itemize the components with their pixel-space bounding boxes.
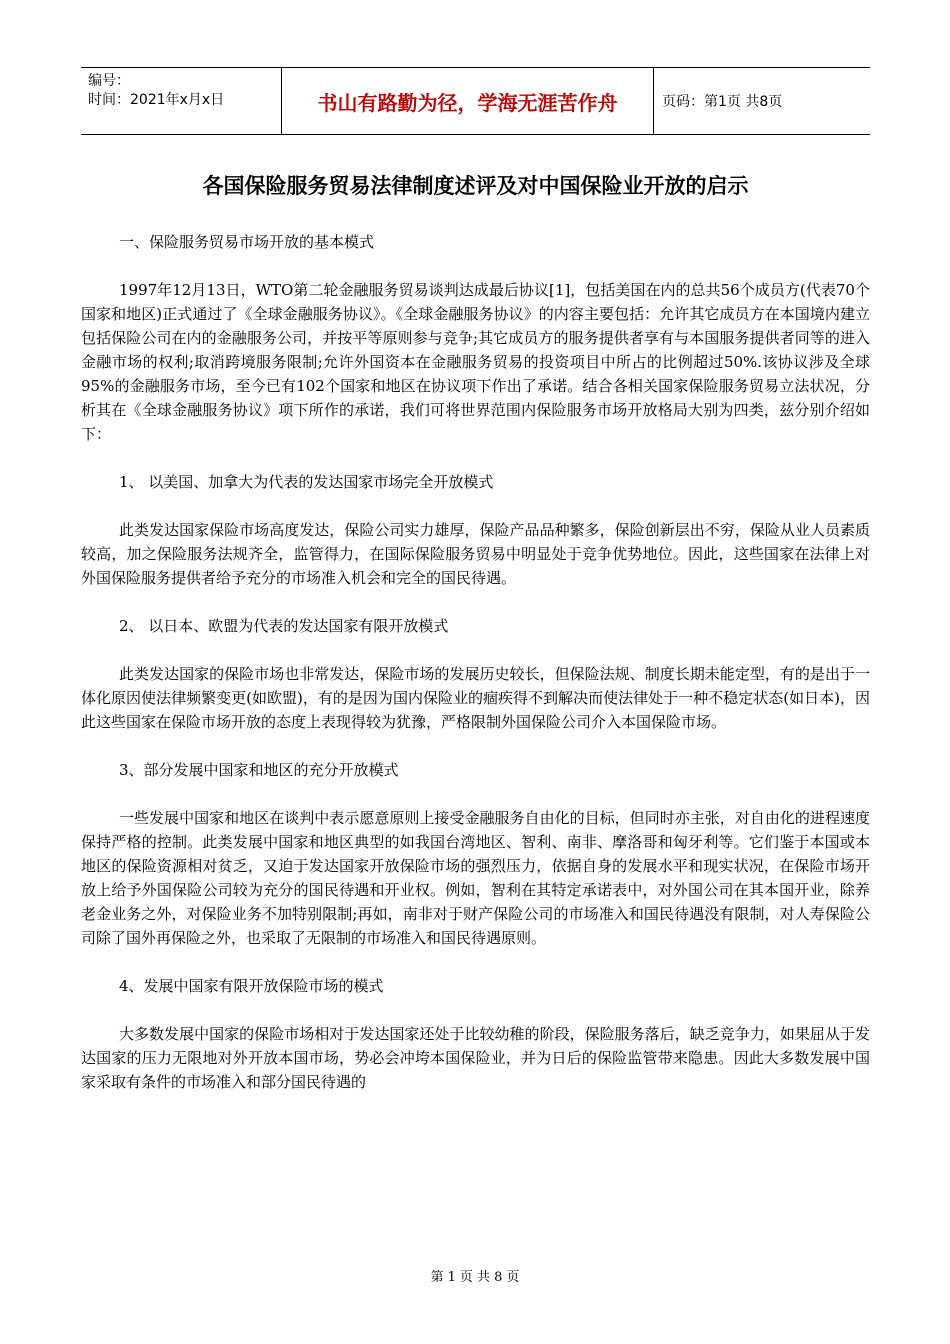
document-body: [81, 230, 870, 1118]
header-meta: [81, 68, 282, 134]
page-footer: [0, 1266, 950, 1285]
body-paragraph: 大多数发展中国家的保险市场相对于发达国家还处于比较幼稚的阶段，保险服务落后，缺乏竞争力，如果屈从于发达国家的压力无限地对外开放本国市场，势必会冲垮本国保险业，并为日后的保险监管带来隐患。因此大多数发展中国家采取有条件的市场准入和部分国民待遇的: [81, 1025, 870, 1091]
section-heading: 一、保险服务贸易市场开放的基本模式: [119, 233, 375, 251]
document-title: 各国保险服务贸易法律制度述评及对中国保险业开放的启示: [202, 174, 749, 198]
body-paragraph: 一些发展中国家和地区在谈判中表示愿意原则上接受金融服务自由化的目标，但同时亦主张，对自由化的进程速度保持严格的控制。此类发展中国家和地区典型的如我国台湾地区、智利、南非、摩洛哥和匈牙利等。它们鉴于本国或本地区的保险资源相对贫乏，又迫于发达国家开放保险市场的强烈压力，依据自身的发展水平和现实状况，在保险市场开放上给予外国保险公司较为充分的国民待遇和开业权。例如，智利在其特定承诺表中，对外国公司在其本国开业，除养老金业务之外，对保险业务不加特别限制;再如，南非对于财产保险公司的市场准入和国民待遇没有限制，对人寿保险公司除了国外再保险之外，也采取了无限制的市场准入和国民待遇原则。: [81, 809, 870, 947]
footer-middle: 页 共: [459, 1270, 491, 1285]
body-paragraph: 1997年12月13日，WTO第二轮金融服务贸易谈判达成最后协议[1]，包括美国在内的总共56个成员方(代表70个国家和地区)正式通过了《全球金融服务协议》。《全球金融服务协议》的内容主要包括：允许其它成员方在本国境内建立包括保险公司在内的金融服务公司，并按平等原则参与竞争;其它成员方的服务提供者享有与本国服务提供者同等的进入金融市场的权利;取消跨境服务限制;允许外国资本在金融服务贸易的投资项目中所占的比例超过50%.该协议涉及全球95%的金融服务市场，至今已有102个国家和地区在协议项下作出了承诺。结合各相关国家保险服务贸易立法状况，分析其在《全球金融服务协议》项下所作的承诺，我们可将世界范围内保险服务市场开放格局大别为四类，兹分别介绍如下：: [81, 281, 870, 443]
document-number-label: 编号：: [88, 73, 130, 89]
section-heading: 2、 以日本、欧盟为代表的发达国家有限开放模式: [119, 617, 449, 635]
body-paragraph: 此类发达国家的保险市场也非常发达，保险市场的发展历史较长，但保险法规、制度长期未能定型，有的是出于一体化原因使法律频繁变更(如欧盟)，有的是因为国内保险业的痼疾得不到解决而使法律处于一种不稳定状态(如日本)，因此这些国家在保险市场开放的态度上表现得较为犹豫，严格限制外国保险公司介入本国保险市场。: [81, 665, 870, 731]
page-header: [81, 67, 870, 135]
section-heading: 1、 以美国、加拿大为代表的发达国家市场完全开放模式: [119, 473, 494, 491]
body-paragraph: 此类发达国家保险市场高度发达，保险公司实力雄厚，保险产品品种繁多，保险创新层出不穷，保险从业人员素质较高，加之保险服务法规齐全，监管得力，在国际保险服务贸易中明显处于竞争优势地位。因此，这些国家在法律上对外国保险服务提供者给予充分的市场准入机会和完全的国民待遇。: [81, 521, 870, 587]
footer-current-page: 1: [447, 1270, 456, 1285]
section-heading: 4、发展中国家有限开放保险市场的模式: [119, 977, 384, 995]
footer-total-pages: 8: [494, 1270, 503, 1285]
header-page-info: 页码：第1页 共8页: [662, 94, 783, 110]
document-date: 时间：2021年x月x日: [88, 92, 225, 108]
section-heading: 3、部分发展中国家和地区的充分开放模式: [119, 761, 399, 779]
footer-prefix: 第: [430, 1270, 444, 1285]
header-motto: 书山有路勤为径，学海无涯苦作舟: [282, 68, 654, 134]
footer-suffix: 页: [506, 1270, 520, 1285]
